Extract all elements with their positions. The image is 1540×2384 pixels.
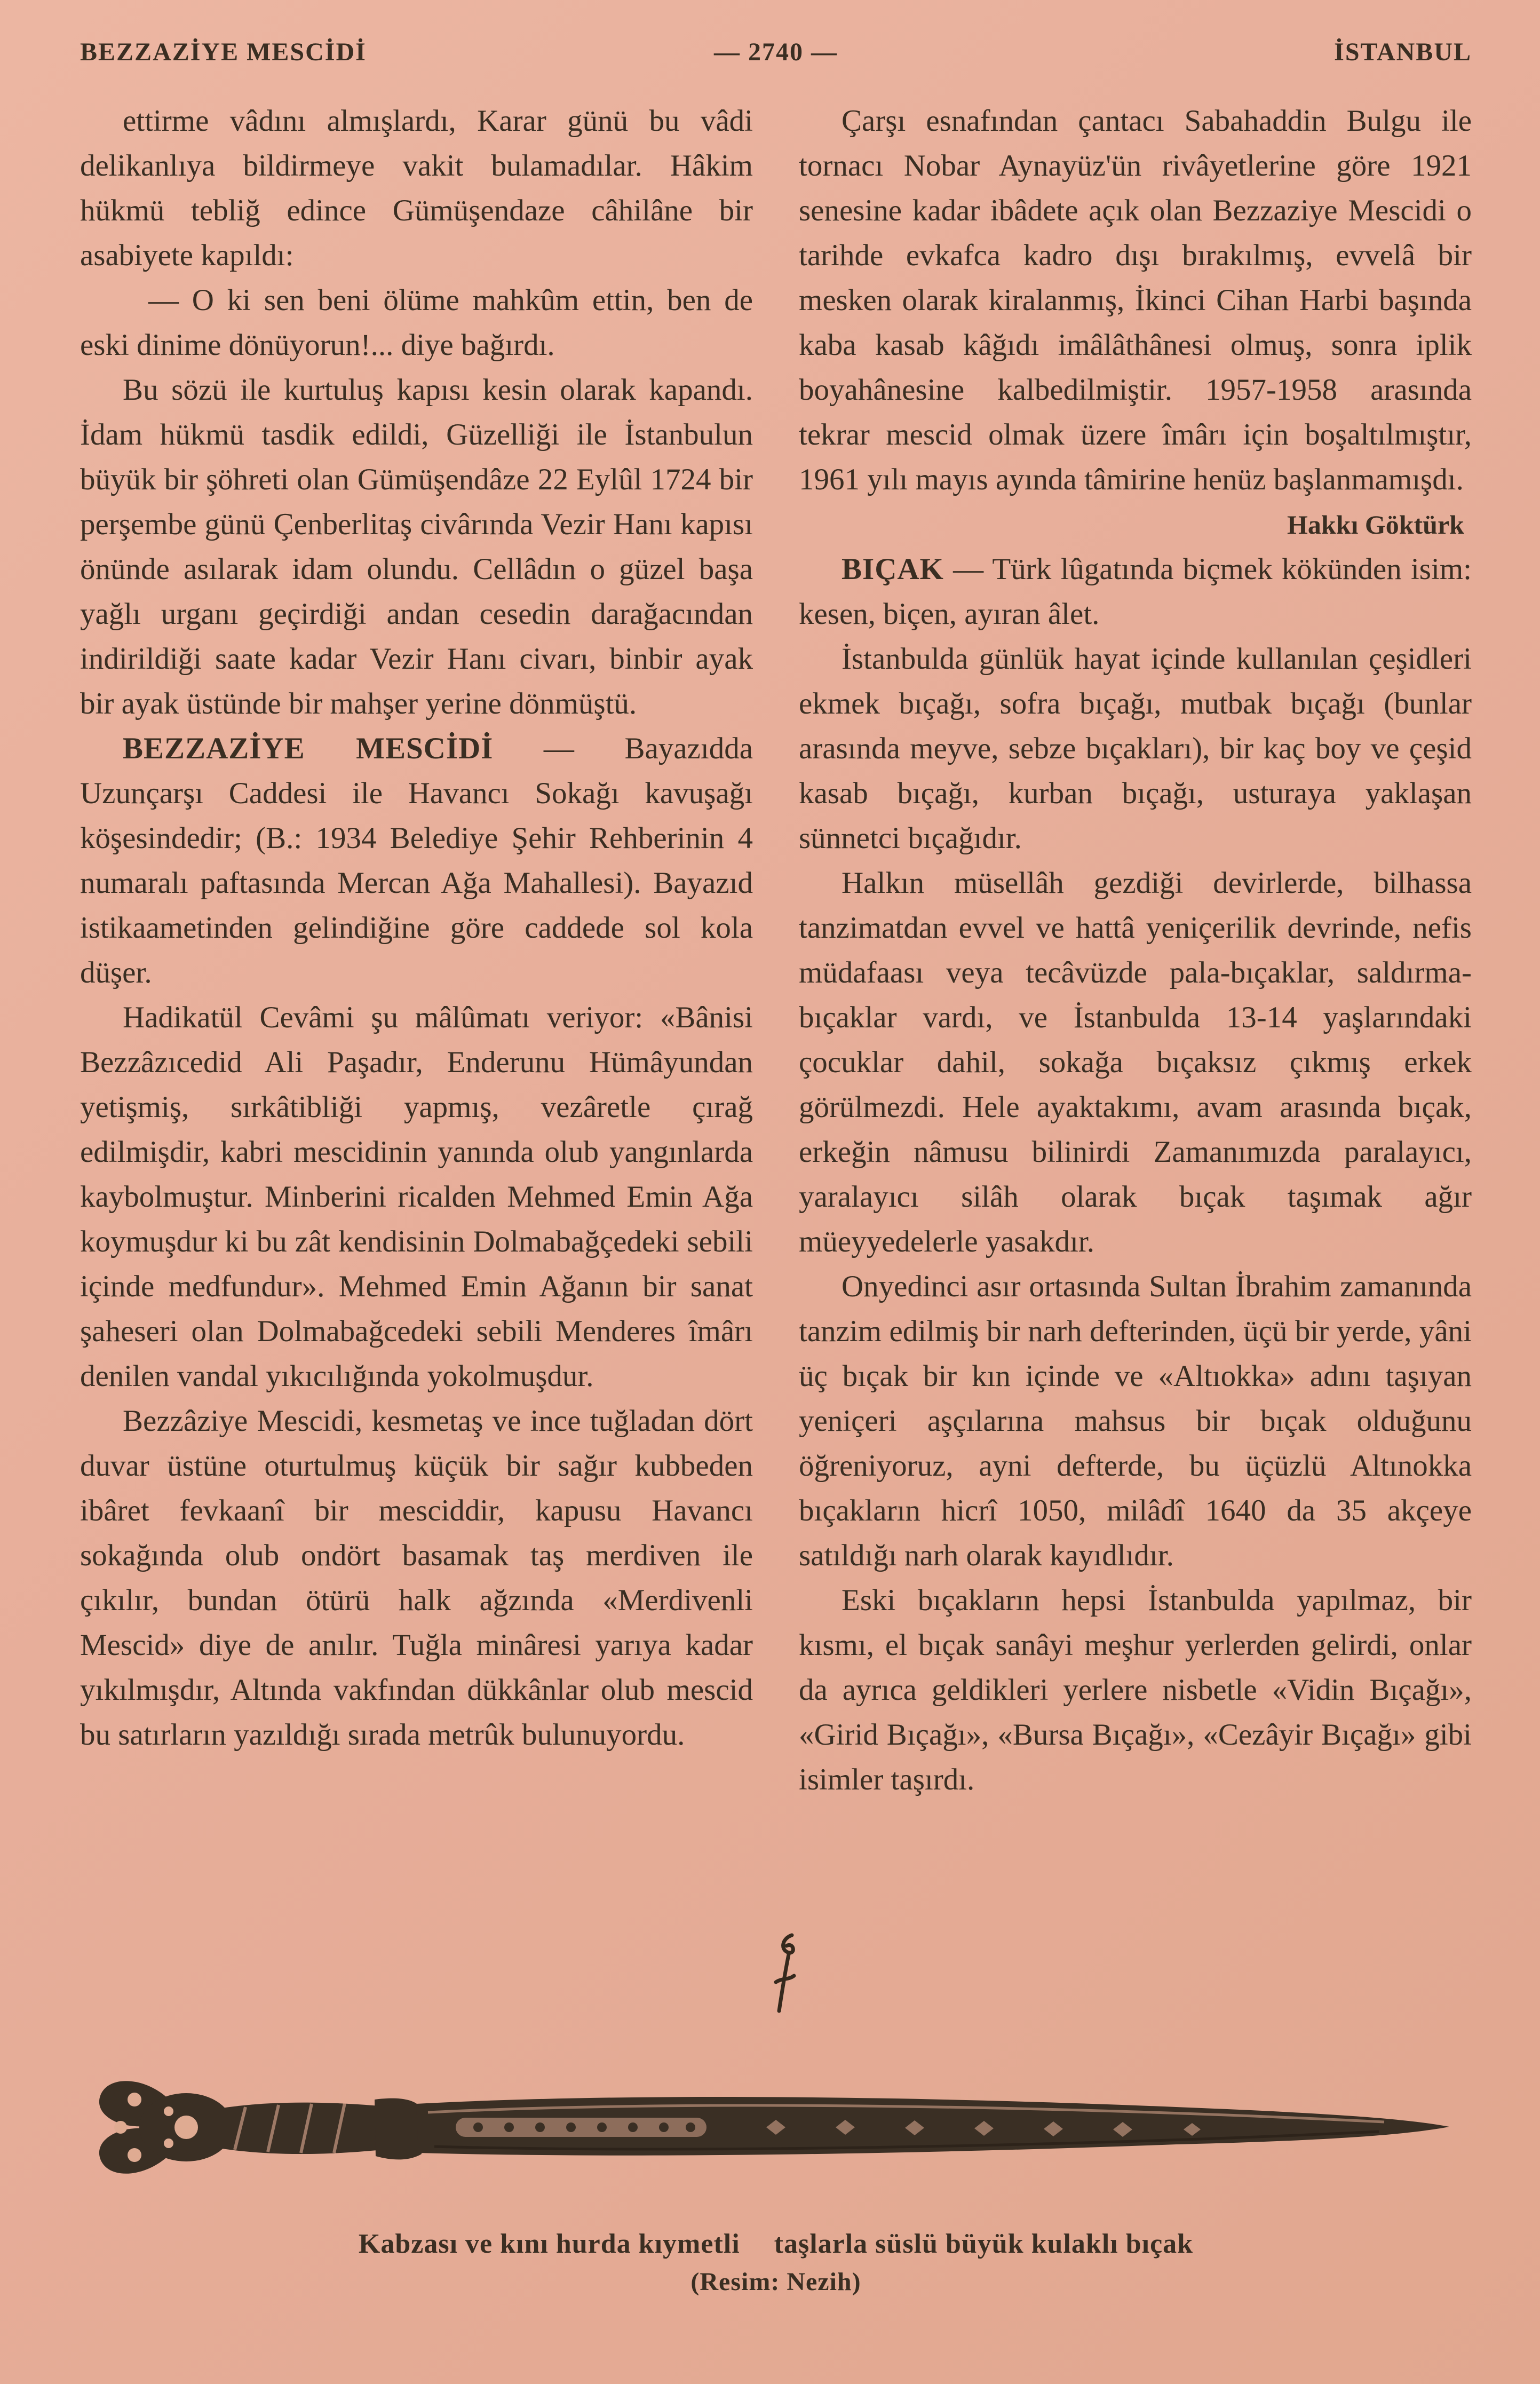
entry-paragraph: BEZZAZİYE MESCİDİ — Bayazıdda Uzunçarşı Caddesi ile Havancı Sokağı kavuşağı köşesindedir; (B.: 1934 Belediye Şehir Rehberinin 4 numaralı paftasında Mercan Ağa Mahallesi). Bayazıd istikaametinden gelindiğine göre caddede sol kola düşer.: [80, 732, 753, 989]
caption-part1: Kabzası ve kını hurda kıymetli: [358, 2229, 740, 2259]
knife-figure: [80, 2063, 1472, 2296]
paragraph: Onyedinci asır ortasında Sultan İbrahim zamanında tanzim edilmiş bir narh defterinden, üçü bir yerde, yâni üç bıçak bir kın içinde ve «Altıokka» adını taşıyan yeniçeri aşçılarına mahsus bir bıçak olduğunu öğreniyoruz, ayni defterde, bu üçüzlü Altınokka bıçakların hicrî 1050, milâdî 1640 da 35 akçeye satıldığı narh olarak kayıdlıdır.: [799, 1270, 1472, 1572]
two-column-text: [80, 99, 1472, 1802]
paragraph: Bu sözü ile kurtuluş kapısı kesin olarak kapandı. İdam hükmü tasdik edildi, Güzelliği ile İstanbulun büyük bir şöhreti olan Gümüşendâze 22 Eylûl 1724 bir perşembe günü Çenberlitaş civârında Vezir Hanı kapısı önünde asılarak idam olundu. Cellâdın o güzel başa yağlı urganı geçirdiği andan cesedin darağacından indirildiği saate kadar Vezir Hanı civarı, binbir ayak bir ayak üstünde bir mahşer yerine dönmüştü.: [80, 373, 753, 720]
paragraph: Eski bıçakların hepsi İstanbulda yapılmaz, bir kısmı, el bıçak sanâyi meşhur yerlerden gelirdi, onlar da ayrıca geldikleri yerlere nisbetle «Vidin Bıçağı», «Girid Bıçağı», «Bursa Bıçağı», «Cezâyir Bıçağı» gibi isimler taşırdı.: [799, 1583, 1472, 1796]
right-column: [799, 99, 1472, 1802]
entry-paragraph: BIÇAK — Türk lûgatında biçmek kökünden isim: kesen, biçen, ayıran âlet.: [799, 552, 1472, 631]
paragraph: Çarşı esnafından çantacı Sabahaddin Bulgu ile tornacı Nobar Aynayüz'ün rivâyetlerine göre 1921 senesine kadar ibâdete açık olan Bezzaziye Mescidi o tarihde evkafca kadro dışı bırakılmış, evvelâ bir mesken olarak kiralanmış, İkinci Cihan Harbi başında kaba kasab kâğıdı imâlâthânesi olmuş, sonra iplik boyahânesine kalbedilmiştir. 1957-1958 arasında tekrar mescid olmak üzere îmârı için boşaltılmıştır, 1961 yılı mayıs ayında tâmirine henüz başlanmamışdı.: [799, 104, 1472, 496]
paragraph-continuation: ettirme vâdını almışlardı, Karar günü bu vâdi delikanlıya bildirmeye vakit bulamadılar. Hâkim hükmü tebliğ edince Gümüşendaze câhilâne bir asabiyete kapıldı:: [80, 104, 753, 272]
author-signature: Hakkı Göktürk: [1287, 510, 1464, 540]
knife-illustration: [80, 2063, 1472, 2197]
paragraph: İstanbulda günlük hayat içinde kullanılan çeşidleri ekmek bıçağı, sofra bıçağı, mutbak bıçağı (bunlar arasında meyve, sebze bıçakları), bir kaç boy ve çeşid kasab bıçağı, kurban bıçağı, usturaya yaklaşan sünnetci bıçağıdır.: [799, 642, 1472, 855]
paragraph: Hadikatül Cevâmi şu mâlûmatı veriyor: «Bânisi Bezzâzıcedid Ali Paşadır, Enderunu Hümâyundan yetişmiş, sırkâtibliği yapmış, vezâretle çırağ edilmişdir, kabri mescidinin yanında olub yangınlarda kaybolmuştur. Minberini ricalden Mehmed Emin Ağa koymuşdur ki bu zât kendisinin Dolmabağçedeki sebili içinde medfundur». Mehmed Emin Ağanın bir sanat şaheseri olan Dolmabağcedeki sebili Menderes îmârı denilen vandal yıkıcılığında yokolmuşdur.: [80, 1001, 753, 1393]
left-column: [80, 99, 753, 1802]
figure-credit: (Resim: Nezih): [690, 2268, 861, 2296]
header-volume-title: İSTANBUL: [1334, 38, 1472, 66]
header-entry-title: BEZZAZİYE MESCİDİ: [80, 38, 367, 66]
figure-caption: [80, 2228, 1472, 2260]
paragraph-dialog: — O ki sen beni ölüme mahkûm ettin, ben de eski dinime dönüyorun!... diye bağırdı.: [80, 283, 753, 362]
page-number: — 2740 —: [714, 38, 838, 66]
paragraph: Halkın müsellâh gezdiği devirlerde, bilhassa tanzimatdan evvel ve hattâ yeniçerilik devrinde, nefis müdafaası veya tecâvüzde pala-bıçaklar, saldırma-bıçaklar vardı, ve İstanbulda 13-14 yaşlarındaki çocuklar dahil, sokağa bıçaksız çıkmış erkek görülmezdi. Hele ayaktakımı, avam arasında bıçak, erkeğin nâmusu bilinirdi Zamanımızda paralayıcı, yaralayıcı silâh olarak bıçak taşımak ağır müeyyedelerle yasakdır.: [799, 866, 1472, 1258]
entry-title: BEZZAZİYE MESCİDİ: [123, 732, 494, 765]
ink-mark: [773, 1931, 805, 2016]
paragraph: Bezzâziye Mescidi, kesmetaş ve ince tuğladan dört duvar üstüne oturtulmuş küçük bir sağır kubbeden ibâret fevkaanî bir mesciddir, kapusu Havancı sokağında olub ondört basamak taş merdiven ile çıkılır, bundan ötürü halk ağzında «Merdivenli Mescid» diye de anılır. Tuğla minâresi yarıya kadar yıkılmışdır, Altında vakfından dükkânlar olub mescid bu satırların yazıldığı sırada metrûk bulunuyordu.: [80, 1404, 753, 1752]
entry-title: BIÇAK: [842, 552, 944, 586]
caption-part2: taşlarla süslü büyük kulaklı bıçak: [774, 2229, 1194, 2259]
running-header: [80, 37, 1472, 67]
